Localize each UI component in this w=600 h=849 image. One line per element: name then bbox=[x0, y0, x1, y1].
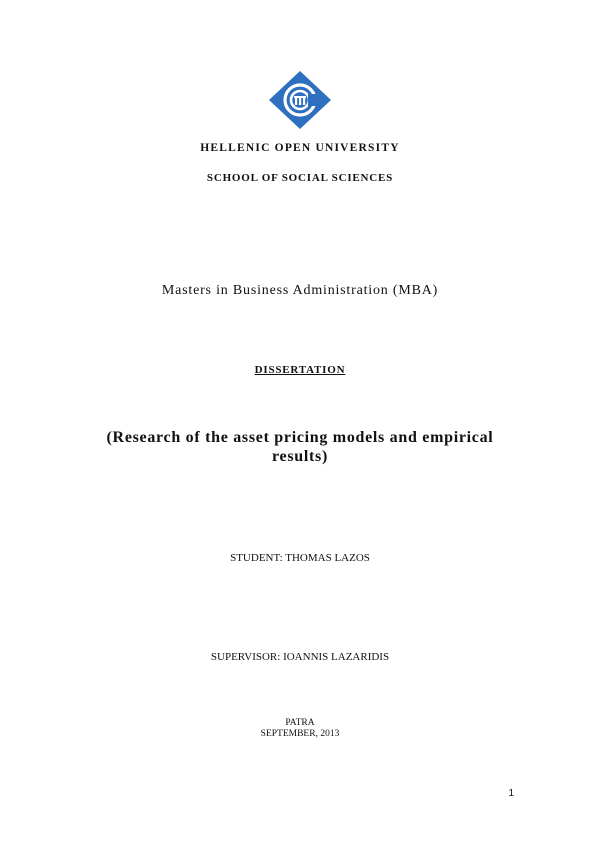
student-name: STUDENT: THOMAS LAZOS bbox=[230, 552, 370, 564]
supervisor-name: SUPERVISOR: IOANNIS LAZARIDIS bbox=[210, 651, 390, 663]
school-name: SCHOOL OF SOCIAL SCIENCES bbox=[206, 172, 394, 184]
city: PATRA bbox=[285, 718, 315, 728]
dissertation-title: (Research of the asset pricing models and empirical results) bbox=[106, 429, 494, 465]
submission-date: SEPTEMBER, 2013 bbox=[260, 729, 340, 739]
university-name: HELLENIC OPEN UNIVERSITY bbox=[200, 142, 400, 154]
document-type-heading: DISSERTATION bbox=[254, 364, 346, 376]
page-number: 1 bbox=[508, 788, 514, 799]
program-name: Masters in Business Administration (MBA) bbox=[161, 283, 439, 298]
university-logo-icon bbox=[268, 70, 332, 130]
